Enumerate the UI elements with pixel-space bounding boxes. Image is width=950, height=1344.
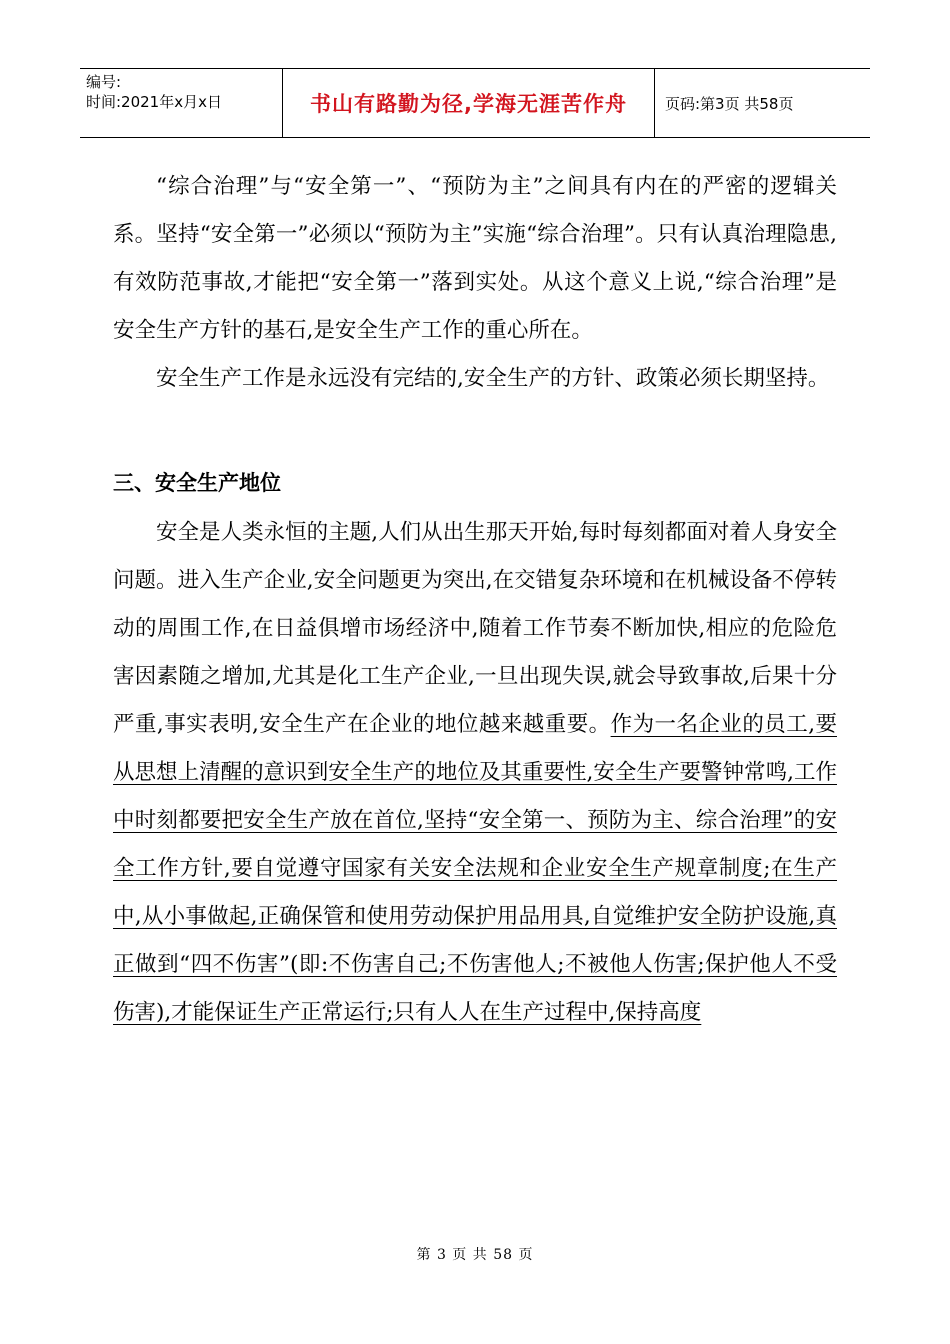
page-footer: 第 3 页 共 58 页 <box>416 1247 534 1263</box>
blank-line <box>113 403 837 451</box>
paragraph-long-term: 安全生产工作是永远没有完结的,安全生产的方针、政策必须长期坚持。 <box>156 366 830 391</box>
underlined-text: 作为一名企业的员工,要从思想上清醒的意识到安全生产的地位及其重要性,安全生产要警钟常鸣,工作中时刻都要把安全生产放在首位,坚持“安全第一、预防为主、综合治理”的安全工作方针,要自觉遵守国家有关安全法规和企业安全生产规章制度;在生产中,从小事做起,正确保管和使用劳动保护用品用具,自觉维护安全防护设施,真正做到“四不伤害”(即:不伤害自己;不伤害他人;不被他人伤害;保护他人不受伤害),才能保证生产正常运行;只有人人在生产过程中,保持高度 <box>113 712 837 1025</box>
document-time-label: 时间:2021年x月x日 <box>86 93 222 111</box>
header-page-info: 页码:第3页 共58页 <box>665 94 794 113</box>
document-number-label: 编号: <box>86 73 122 91</box>
header-meta-cell <box>80 69 283 137</box>
paragraph-safety-status <box>113 509 837 1037</box>
header-motto-cell <box>283 69 655 137</box>
paragraph-comprehensive-governance: “综合治理”与“安全第一”、“预防为主”之间具有内在的严密的逻辑关系。坚持“安全第一”必须以“预防为主”实施“综合治理”。只有认真治理隐患,有效防范事故,才能把“安全第一”落到实处。从这个意义上说,“综合治理”是安全生产方针的基石,是安全生产工作的重心所在。 <box>113 174 837 343</box>
page-header <box>80 68 870 138</box>
paragraph-plain-text: 安全是人类永恒的主题,人们从出生那天开始,每时每刻都面对着人身安全问题。进入生产企业,安全问题更为突出,在交错复杂环境和在机械设备不停转动的周围工作,在日益俱增市场经济中,随着工作节奏不断加快,相应的危险危害因素随之增加,尤其是化工生产企业,一旦出现失误,就会导致事故,后果十分严重,事实表明,安全生产在企业的地位越来越重要。 <box>113 520 837 737</box>
header-motto: 书山有路勤为径,学海无涯苦作舟 <box>310 92 627 116</box>
document-body <box>113 163 837 1037</box>
header-page-cell <box>655 69 870 137</box>
section-heading: 三、安全生产地位 <box>113 471 281 495</box>
